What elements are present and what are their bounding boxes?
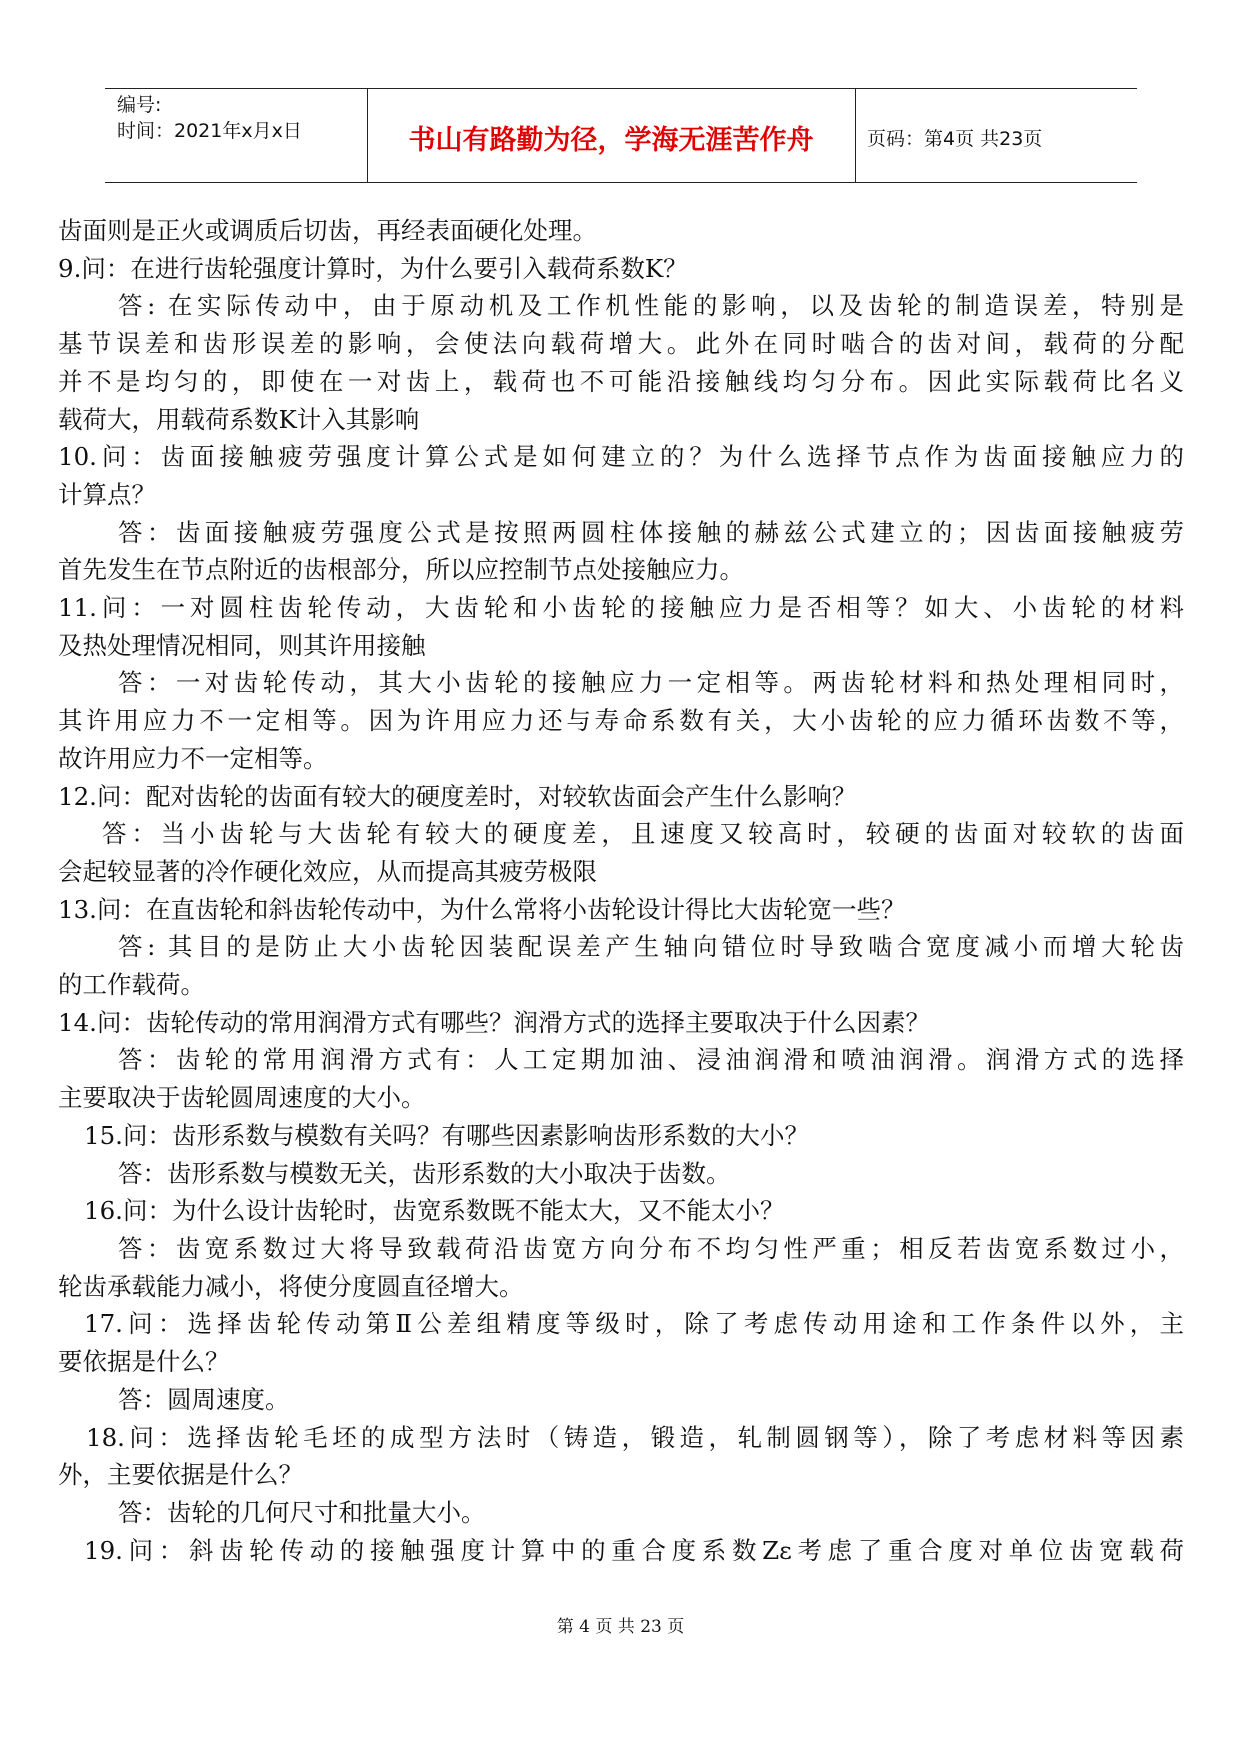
text-line: 基节误差和齿形误差的影响，会使法向载荷增大。此外在同时啮合的齿对间，载荷的分配 [58, 329, 1184, 359]
question-line: 17.问：选择齿轮传动第Ⅱ公差组精度等级时，除了考虑传动用途和工作条件以外，主 [84, 1309, 1184, 1339]
text-line: 齿面则是正火或调质后切齿，再经表面硬化处理。 [58, 216, 597, 245]
question-line: 18.问：选择齿轮毛坯的成型方法时（铸造，锻造，轧制圆钢等），除了考虑材料等因素 [86, 1422, 1184, 1452]
answer-line: 答：齿轮的几何尺寸和批量大小。 [118, 1497, 486, 1527]
question-line: 12.问：配对齿轮的齿面有较大的硬度差时，对较软齿面会产生什么影响？ [58, 781, 857, 811]
question-line: 9.问：在进行齿轮强度计算时，为什么要引入载荷系数K？ [58, 253, 688, 283]
text-line: 并不是均匀的，即使在一对齿上，载荷也不可能沿接触线均匀分布。因此实际载荷比名义 [58, 366, 1184, 396]
question-line: 11.问：一对圆柱齿轮传动，大齿轮和小齿轮的接触应力是否相等？如大、小齿轮的材料 [58, 593, 1184, 623]
time-label: 时间：2021年x月x日 [117, 120, 302, 142]
answer-line: 答：一对齿轮传动，其大小齿轮的接触应力一定相等。两齿轮材料和热处理相同时， [118, 668, 1184, 698]
page-header [105, 88, 1137, 183]
text-line: 首先发生在节点附近的齿根部分，所以应控制节点处接触应力。 [58, 555, 744, 585]
header-divider [855, 88, 856, 183]
text-line: 及热处理情况相同，则其许用接触 [58, 630, 426, 660]
header-bottom-rule [105, 182, 1137, 183]
text-line: 外，主要依据是什么？ [58, 1460, 303, 1490]
answer-line: 答：齿轮的常用润滑方式有：人工定期加油、浸油润滑和喷油润滑。润滑方式的选择 [118, 1045, 1184, 1075]
text-line: 的工作载荷。 [58, 970, 205, 1000]
answer-line: 答：齿形系数与模数无关，齿形系数的大小取决于齿数。 [118, 1158, 731, 1188]
answer-line: 答：圆周速度。 [118, 1384, 290, 1414]
text-line: 计算点？ [58, 479, 156, 509]
text-line: 主要取决于齿轮圆周速度的大小。 [58, 1083, 426, 1113]
text-line: 故许用应力不一定相等。 [58, 743, 328, 773]
answer-line: 答：齿面接触疲劳强度公式是按照两圆柱体接触的赫兹公式建立的；因齿面接触疲劳 [118, 517, 1184, 547]
answer-line: 答：齿宽系数过大将导致载荷沿齿宽方向分布不均匀性严重；相反若齿宽系数过小， [118, 1233, 1184, 1263]
question-line: 16.问：为什么设计齿轮时，齿宽系数既不能太大，又不能太小？ [84, 1196, 785, 1226]
answer-line: 答: 在实际传动中，由于原动机及工作机性能的影响，以及齿轮的制造误差，特别是 [118, 291, 1184, 321]
question-line: 13.问：在直齿轮和斜齿轮传动中，为什么常将小齿轮设计得比大齿轮宽一些？ [58, 894, 906, 924]
number-label: 编号: [117, 94, 162, 116]
answer-line: 答: 其目的是防止大小齿轮因装配误差产生轴向错位时导致啮合宽度减小而增大轮齿 [118, 932, 1184, 962]
answer-line: 答：当小齿轮与大齿轮有较大的硬度差，且速度又较高时，较硬的齿面对较软的齿面 [102, 819, 1184, 849]
header-page-info: 页码：第4页 共23页 [867, 128, 1043, 150]
header-meta [117, 92, 302, 144]
question-line: 19.问：斜齿轮传动的接触强度计算中的重合度系数Zε考虑了重合度对单位齿宽载荷 [84, 1535, 1184, 1565]
header-motto: 书山有路勤为径，学海无涯苦作舟 [408, 125, 814, 156]
page-footer: 第 4 页 共 23 页 [556, 1617, 685, 1637]
text-line: 轮齿承载能力减小，将使分度圆直径增大。 [58, 1271, 524, 1301]
text-line: 要依据是什么？ [58, 1347, 230, 1377]
question-line: 14.问：齿轮传动的常用润滑方式有哪些？润滑方式的选择主要取决于什么因素？ [58, 1007, 930, 1037]
text-line: 会起较显著的冷作硬化效应，从而提高其疲劳极限 [58, 856, 597, 886]
text-line: 载荷大，用载荷系数K计入其影响 [58, 404, 420, 434]
header-top-rule [105, 88, 1137, 89]
text-line: 其许用应力不一定相等。因为许用应力还与寿命系数有关，大小齿轮的应力循环齿数不等， [58, 706, 1184, 736]
question-line: 15.问：齿形系数与模数有关吗？有哪些因素影响齿形系数的大小？ [84, 1120, 809, 1150]
document-body [58, 212, 1184, 1569]
question-line: 10.问：齿面接触疲劳强度计算公式是如何建立的？为什么选择节点作为齿面接触应力的 [58, 442, 1184, 472]
